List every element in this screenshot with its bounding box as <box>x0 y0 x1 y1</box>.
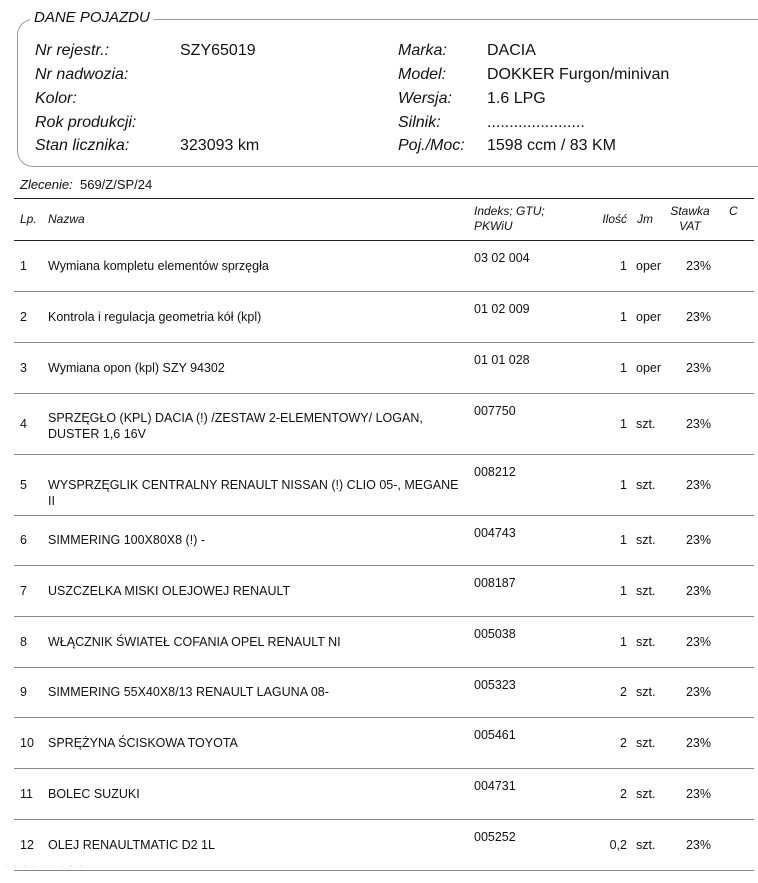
row-unit: szt. <box>636 477 656 492</box>
row-vat: 23% <box>685 583 711 598</box>
table-bottom-rule <box>14 870 754 871</box>
row-lp: 3 <box>20 360 27 375</box>
row-unit: oper <box>636 309 662 324</box>
row-name: SIMMERING 100X80X8 (!) - <box>48 533 205 547</box>
col-header-index-line2: PKWiU <box>474 219 513 233</box>
row-qty: 2 <box>620 685 627 699</box>
watermark: · · · · · · · · · <box>4 858 84 872</box>
row-separator <box>14 819 754 820</box>
row-lp: 1 <box>20 258 27 273</box>
row-qty: 1 <box>620 583 627 598</box>
row-separator <box>14 667 754 668</box>
capacity-power-value: 1598 ccm / 83 KM <box>487 137 616 154</box>
row-qty: 1 <box>620 477 627 492</box>
row-vat: 23% <box>685 258 711 273</box>
row-index: 004743 <box>474 526 516 540</box>
row-qty: 1 <box>620 533 627 547</box>
vin-label: Nr nadwozia: <box>35 66 129 83</box>
row-separator <box>14 616 754 617</box>
row-unit: szt. <box>636 735 656 750</box>
row-qty: 1 <box>620 309 627 324</box>
row-separator <box>14 454 754 455</box>
make-value: DACIA <box>487 42 536 59</box>
row-name: Wymiana opon (kpl) SZY 94302 <box>48 360 225 375</box>
row-name: SPRZĘGŁO (KPL) DACIA (!) /ZESTAW 2-ELEMENTOWY/ LOGAN, DUSTER 1,6 16V <box>48 410 423 441</box>
row-lp: 6 <box>20 533 27 547</box>
version-value: 1.6 LPG <box>487 90 546 107</box>
col-header-qty: Ilość <box>602 212 627 226</box>
odometer-label: Stan licznika: <box>35 137 130 154</box>
row-name: WŁĄCZNIK ŚWIATEŁ COFANIA OPEL RENAULT NI <box>48 634 341 649</box>
row-index: 01 01 028 <box>474 353 530 367</box>
row-lp: 4 <box>20 416 27 431</box>
row-vat: 23% <box>685 360 711 375</box>
col-header-lp: Lp. <box>20 212 37 226</box>
row-index: 004731 <box>474 779 516 793</box>
order-value: 569/Z/SP/24 <box>79 177 153 192</box>
row-vat: 23% <box>685 837 711 852</box>
row-index: 03 02 004 <box>474 251 530 265</box>
col-header-vat-line2: VAT <box>679 219 701 233</box>
row-index: 005252 <box>474 830 516 844</box>
row-index: 01 02 009 <box>474 302 530 316</box>
row-separator <box>14 515 754 516</box>
row-name: USZCZELKA MISKI OLEJOWEJ RENAULT <box>48 583 291 598</box>
row-lp: 12 <box>20 837 34 852</box>
row-vat: 23% <box>685 477 711 492</box>
order-number <box>20 177 152 193</box>
table-header-rule <box>14 240 754 241</box>
row-name: WYSPRZĘGLIK CENTRALNY RENAULT NISSAN (!) CLIO 05-, MEGANE II <box>48 477 459 508</box>
row-lp: 9 <box>20 685 27 699</box>
capacity-power-label: Poj./Moc: <box>398 137 465 154</box>
col-header-vat <box>660 204 720 234</box>
row-lp: 7 <box>20 583 27 598</box>
row-unit: oper <box>636 258 662 273</box>
production-year-label: Rok produkcji: <box>35 114 137 131</box>
row-index: 007750 <box>474 404 516 418</box>
col-header-truncated: C <box>729 204 738 218</box>
row-name: SPRĘŻYNA ŚCISKOWA TOYOTA <box>48 735 238 750</box>
row-qty: 1 <box>620 360 627 375</box>
model-value: DOKKER Furgon/minivan <box>487 66 670 83</box>
row-lp: 5 <box>20 477 27 492</box>
registration-value: SZY65019 <box>180 42 256 59</box>
row-separator <box>14 291 754 292</box>
row-vat: 23% <box>685 786 711 801</box>
row-name: SIMMERING 55X40X8/13 RENAULT LAGUNA 08- <box>48 685 329 699</box>
odometer-value: 323093 km <box>180 137 260 154</box>
row-name: Kontrola i regulacja geometria kół (kpl) <box>48 309 262 324</box>
row-unit: szt. <box>636 634 656 649</box>
row-index: 005461 <box>474 728 516 742</box>
row-qty: 1 <box>620 258 627 273</box>
row-lp: 2 <box>20 309 27 324</box>
row-separator <box>14 717 754 718</box>
row-vat: 23% <box>685 735 711 750</box>
row-qty: 2 <box>620 786 627 801</box>
col-header-index-line1: Indeks; GTU; <box>474 204 545 218</box>
row-lp: 8 <box>20 634 27 649</box>
row-index: 008187 <box>474 576 516 590</box>
row-vat: 23% <box>685 634 711 649</box>
row-unit: szt. <box>636 416 656 431</box>
row-qty: 1 <box>620 634 627 649</box>
row-qty: 2 <box>620 735 627 750</box>
row-separator <box>14 342 754 343</box>
row-qty: 0,2 <box>609 837 627 852</box>
row-unit: szt. <box>636 583 656 598</box>
row-unit: szt. <box>636 837 656 852</box>
row-vat: 23% <box>685 685 711 699</box>
row-name: Wymiana kompletu elementów sprzęgła <box>48 258 269 273</box>
color-label: Kolor: <box>35 90 77 107</box>
engine-label: Silnik: <box>398 114 441 131</box>
engine-value: ...................... <box>487 114 585 131</box>
row-name: BOLEC SUZUKI <box>48 786 140 801</box>
row-lp: 11 <box>20 786 33 801</box>
col-header-name: Nazwa <box>48 212 85 226</box>
make-label: Marka: <box>398 42 447 59</box>
row-unit: oper <box>636 360 662 375</box>
row-unit: szt. <box>636 685 656 699</box>
col-header-index <box>474 204 545 234</box>
row-name: OLEJ RENAULTMATIC D2 1L <box>48 837 215 852</box>
row-unit: szt. <box>636 533 656 547</box>
vehicle-section-title: DANE POJAZDU <box>30 9 154 27</box>
col-header-unit: Jm <box>637 212 653 226</box>
registration-label: Nr rejestr.: <box>35 42 110 59</box>
row-qty: 1 <box>620 416 627 431</box>
row-separator <box>14 393 754 394</box>
row-index: 005038 <box>474 627 516 641</box>
row-lp: 10 <box>20 735 34 750</box>
row-index: 008212 <box>474 465 516 479</box>
col-header-vat-line1: Stawka <box>670 204 710 218</box>
row-separator <box>14 565 754 566</box>
row-unit: szt. <box>636 786 656 801</box>
row-vat: 23% <box>685 309 711 324</box>
model-label: Model: <box>398 66 447 83</box>
row-vat: 23% <box>685 533 711 547</box>
order-label: Zlecenie: <box>20 177 73 192</box>
version-label: Wersja: <box>398 90 452 107</box>
row-index: 005323 <box>474 678 516 692</box>
table-top-rule <box>14 198 754 199</box>
row-separator <box>14 768 754 769</box>
row-vat: 23% <box>685 416 711 431</box>
